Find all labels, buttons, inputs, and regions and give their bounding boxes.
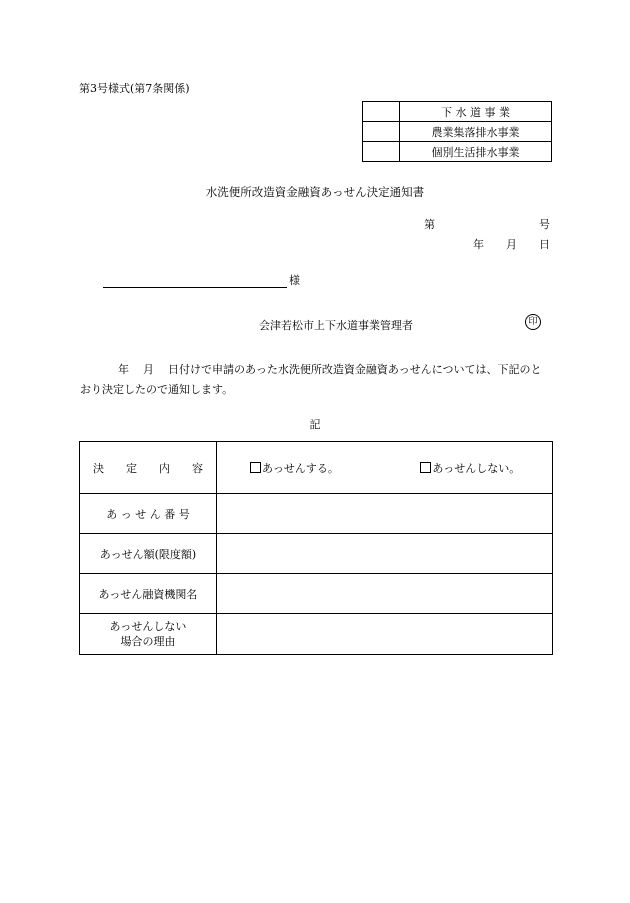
rejection-reason-field[interactable] — [217, 614, 553, 655]
table-row — [80, 534, 553, 574]
business-type-label: 個別生活排水事業 — [400, 142, 552, 162]
number-prefix: 第 — [424, 218, 435, 231]
addressee — [103, 272, 300, 288]
business-type-row — [363, 122, 552, 142]
mediation-number-field[interactable] — [217, 494, 553, 534]
document-title: 水洗便所改造資金融資あっせん決定通知書 — [205, 185, 425, 199]
lending-institution-field[interactable] — [217, 574, 553, 614]
option-no[interactable] — [420, 460, 520, 476]
table-row — [80, 494, 553, 534]
business-type-row — [363, 102, 552, 122]
business-type-row — [363, 142, 552, 162]
issuer-name: 会津若松市上下水道事業管理者 — [259, 319, 413, 332]
business-type-checkbox[interactable] — [363, 102, 400, 122]
date-month: 月 — [506, 238, 517, 251]
date-year: 年 — [473, 238, 484, 251]
table-row — [80, 614, 553, 655]
issue-date — [451, 236, 550, 252]
row-label: あ っ せ ん 番 号 — [80, 494, 217, 534]
table-row — [80, 574, 553, 614]
body-year: 年 — [118, 363, 129, 376]
row-label-line: あっせんしない — [109, 620, 187, 633]
decision-table — [79, 441, 553, 655]
row-label: 決 定 内 容 — [80, 442, 217, 494]
checkbox-icon[interactable] — [420, 462, 431, 473]
addressee-name-line[interactable] — [103, 276, 287, 288]
body-month: 月 — [143, 363, 154, 376]
option-yes[interactable] — [250, 460, 339, 476]
body-text-main: 日付けで申請のあった水洗便所改造資金融資あっせんについては、下記のとおり決定したので通知します。 — [80, 363, 542, 396]
number-suffix: 号 — [539, 218, 550, 231]
option-yes-label: あっせんする。 — [262, 461, 339, 475]
body-text — [80, 360, 552, 400]
mediation-amount-field[interactable] — [217, 534, 553, 574]
business-type-label: 下 水 道 事 業 — [400, 102, 552, 122]
seal-stamp: 印 — [525, 314, 541, 330]
table-row — [80, 442, 553, 494]
business-type-table — [362, 101, 552, 162]
row-label: あっせん額(限度額) — [80, 534, 217, 574]
option-no-label: あっせんしない。 — [432, 461, 521, 475]
business-type-checkbox[interactable] — [363, 142, 400, 162]
document-number — [424, 216, 550, 232]
ki-heading: 記 — [309, 418, 321, 431]
business-type-label: 農業集落排水事業 — [400, 122, 552, 142]
checkbox-icon[interactable] — [250, 462, 261, 473]
row-label — [80, 614, 217, 655]
business-type-checkbox[interactable] — [363, 122, 400, 142]
addressee-suffix: 様 — [289, 274, 300, 287]
form-id: 第3号様式(第7条関係) — [79, 82, 190, 95]
decision-options — [217, 442, 553, 494]
row-label-line: 場合の理由 — [120, 635, 176, 648]
row-label: あっせん融資機関名 — [80, 574, 217, 614]
date-day: 日 — [539, 238, 550, 251]
